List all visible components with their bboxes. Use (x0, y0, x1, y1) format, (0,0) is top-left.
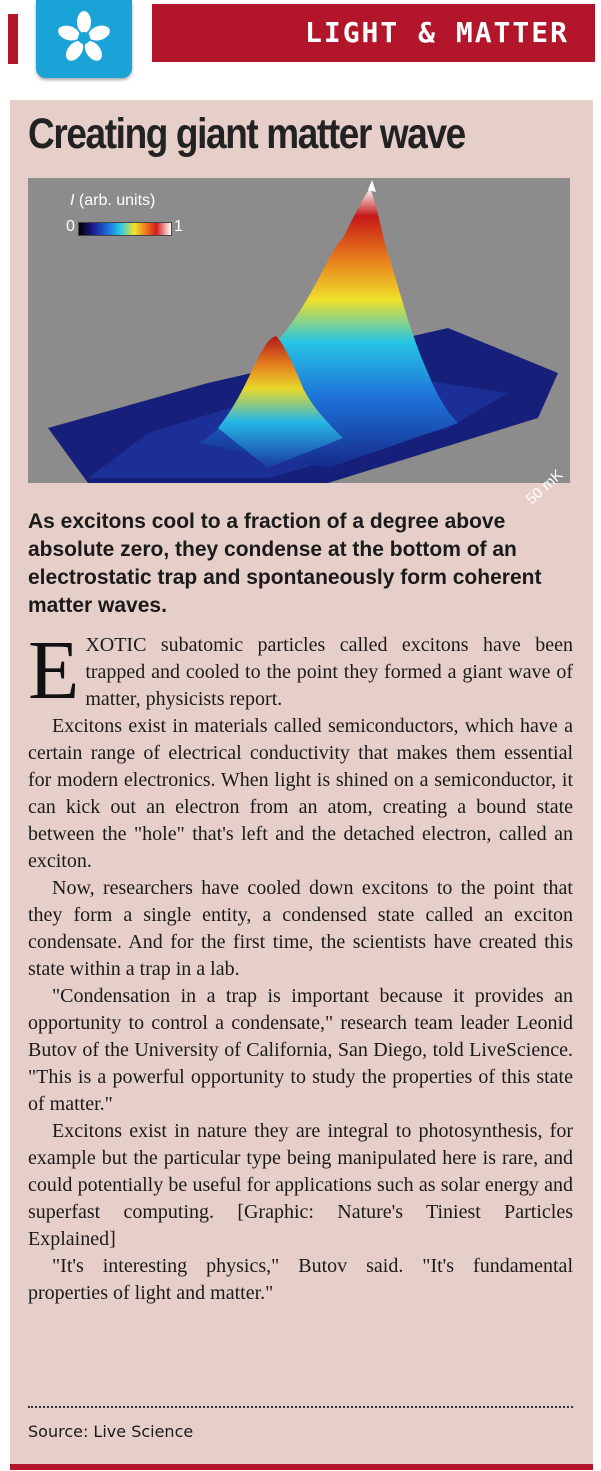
section-logo (36, 0, 132, 78)
section-banner (152, 4, 595, 62)
paragraph-3: Now, researchers have cooled down excitons to the point that they form a single entity, a condensed state called an exciton condensate. And for the first time, the scientists have created this state within a trap in a lab. (28, 877, 573, 980)
drop-cap: E (28, 624, 80, 717)
paragraph-1 (28, 624, 573, 717)
figure-caption: As excitons cool to a fraction of a degree above absolute zero, they condense at the bottom of an electrostatic trap and spontaneously form coherent matter waves. (28, 510, 542, 617)
article-panel (10, 100, 593, 1464)
temperature-label: 50 mK (522, 466, 566, 509)
paragraph-4: "Condensation in a trap is important because it provides an opportunity to control a condensate," research team leader Leonid Butov of the University of California, San Diego, told LiveScience. "This is a powerful opportunity to study the properties of this state of matter." (28, 985, 573, 1115)
colorbar-label (70, 192, 155, 210)
colorbar-min: 0 (66, 218, 75, 235)
section-header (0, 0, 601, 100)
paragraph-2: Excitons exist in materials called semiconductors, which have a certain range of electrical conductivity that makes them essential for modern electronics. When light is shined on a semiconductor, it can kick out an electron from an atom, creating a bound state between the "hole" that's left and the detached electron, called an exciton. (28, 715, 573, 872)
colorbar-max: 1 (174, 218, 183, 235)
paragraph-1-text: XOTIC subatomic particles called excitons have been trapped and cooled to the point they formed a giant wave of matter, physicists report. (85, 634, 573, 710)
asterisk-flower-icon (56, 10, 112, 66)
exciton-condensate-figure (28, 178, 570, 509)
colorbar-unit: (arb. units) (78, 192, 156, 209)
article-headline: Creating giant matter wave (28, 110, 465, 158)
colorbar (78, 222, 172, 236)
accent-bar (8, 14, 18, 64)
source-divider (28, 1406, 573, 1408)
colorbar-var: I (70, 192, 75, 209)
article-body (28, 624, 573, 1307)
footer-accent-bar (10, 1464, 593, 1470)
paragraph-6: "It's interesting physics," Butov said. "It's fundamental properties of light and matter." (28, 1255, 573, 1304)
section-title: LIGHT & MATTER (304, 16, 569, 49)
paragraph-5: Excitons exist in nature they are integral to photosynthesis, for example but the particular type being manipulated here is rare, and could potentially be useful for applications such as solar energy and superfast computing. [Graphic: Nature's Tiniest Particles Explained] (28, 1120, 573, 1250)
source-credit: Source: Live Science (28, 1422, 194, 1441)
